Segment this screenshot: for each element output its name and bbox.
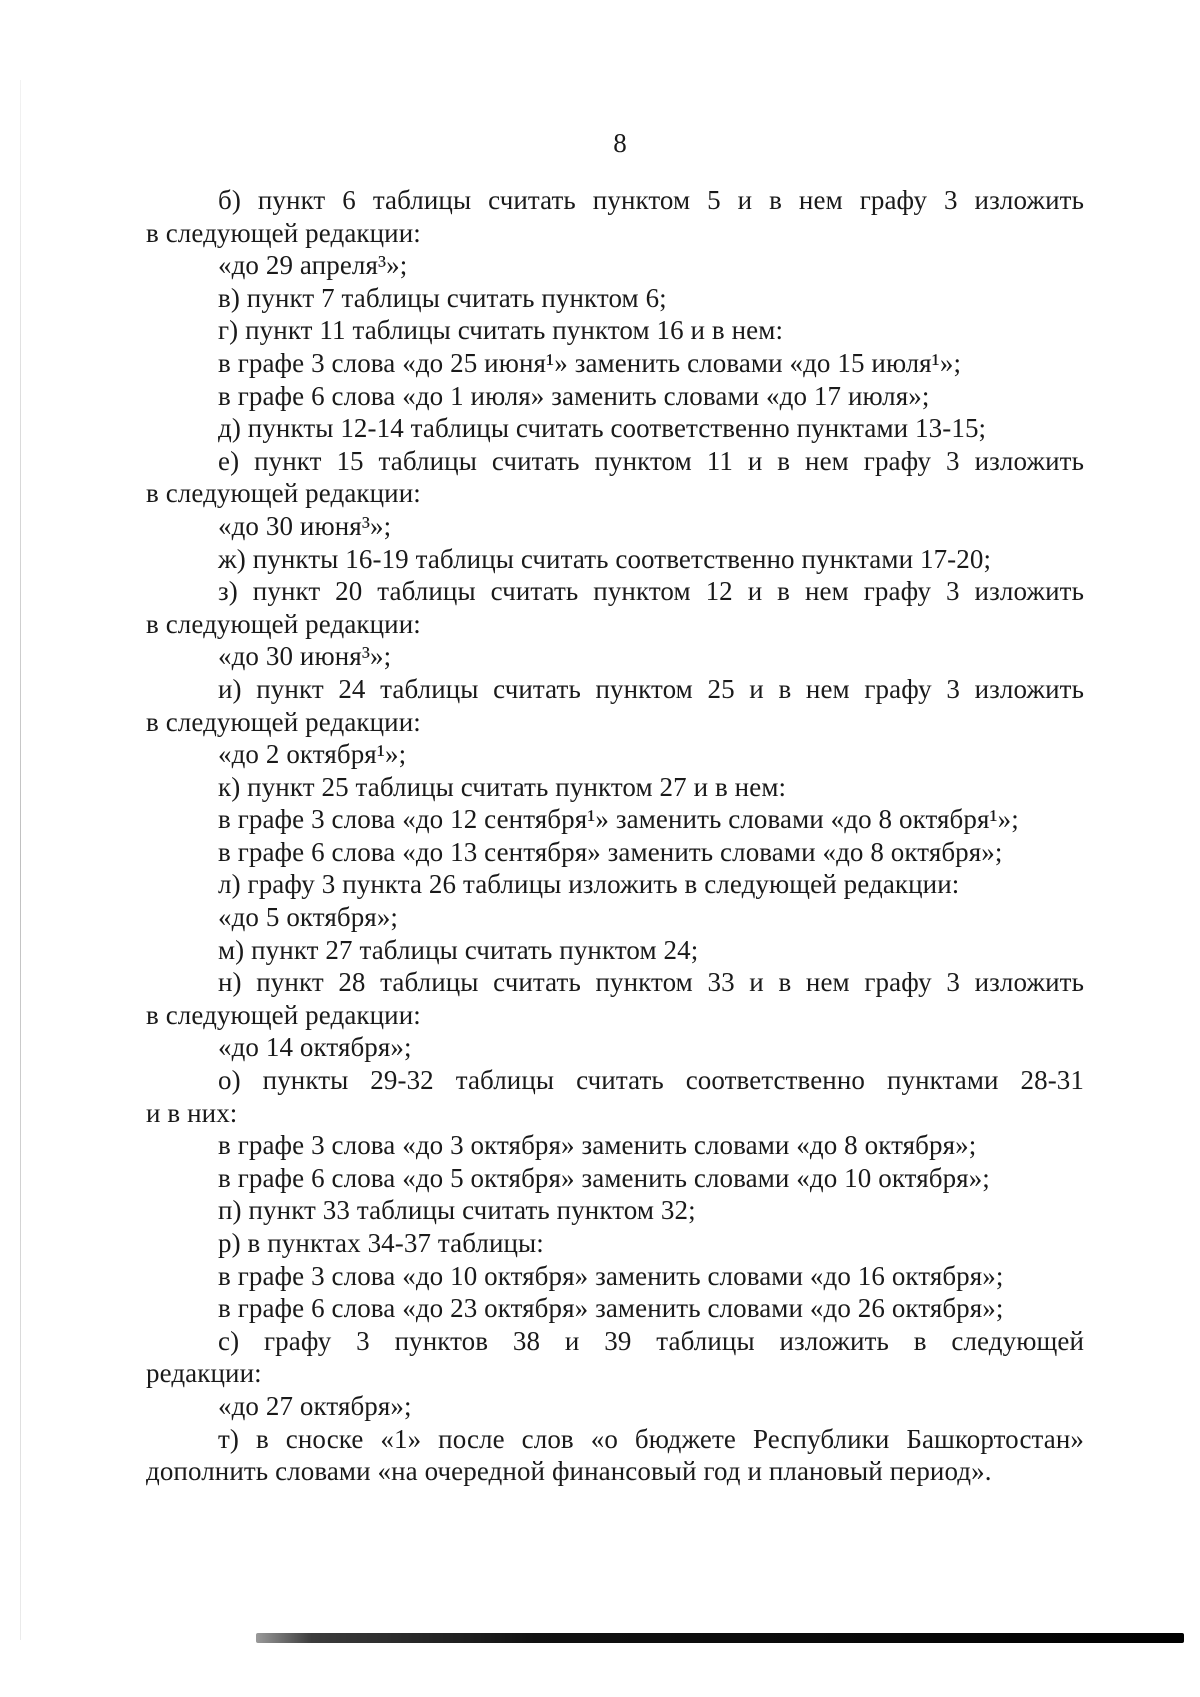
text-line: в следующей редакции: xyxy=(146,478,421,509)
text-line: з) пункт 20 таблицы считать пунктом 12 и в нем графу 3 изложить xyxy=(218,576,1084,607)
text-line: «до 27 октября»; xyxy=(218,1390,412,1421)
text-line: дополнить словами «на очередной финансовый год и плановый период». xyxy=(146,1456,992,1487)
text-line: р) в пунктах 34-37 таблицы: xyxy=(218,1228,544,1258)
text-line: к) пункт 25 таблицы считать пунктом 27 и в нем: xyxy=(218,771,787,802)
text-line: б) пункт 6 таблицы считать пунктом 5 и в нем графу 3 изложить xyxy=(218,185,1084,215)
text-line: в графе 6 слова «до 1 июля» заменить словами «до 17 июля»; xyxy=(218,380,930,411)
text-line: с) графу 3 пунктов 38 и 39 таблицы изложить в следующей xyxy=(218,1325,1084,1356)
text-line: в графе 3 слова «до 25 июня¹» заменить словами «до 15 июля¹»; xyxy=(218,347,962,378)
page-number: 8 xyxy=(613,128,627,158)
text-line: л) графу 3 пункта 26 таблицы изложить в следующей редакции: xyxy=(218,869,960,900)
text-line: «до 29 апреля³»; xyxy=(218,250,408,281)
text-line: в следующей редакции: xyxy=(146,706,421,737)
text-line: в графе 6 слова «до 5 октября» заменить словами «до 10 октября»; xyxy=(218,1162,990,1193)
text-line: о) пункты 29-32 таблицы считать соответственно пунктами 28-31 xyxy=(218,1065,1084,1096)
text-line: редакции: xyxy=(146,1358,262,1389)
text-line: в) пункт 7 таблицы считать пунктом 6; xyxy=(218,282,667,313)
text-line: «до 5 октября»; xyxy=(218,902,399,933)
document-body xyxy=(146,184,1084,1488)
text-line: н) пункт 28 таблицы считать пунктом 33 и в нем графу 3 изложить xyxy=(218,967,1084,998)
footer-rule xyxy=(256,1633,1184,1643)
text-line: и) пункт 24 таблицы считать пунктом 25 и в нем графу 3 изложить xyxy=(218,673,1084,704)
text-line: «до 14 октября»; xyxy=(218,1032,412,1063)
text-line: в графе 6 слова «до 13 сентября» заменить словами «до 8 октября»; xyxy=(218,836,1003,867)
scan-edge-line xyxy=(20,80,21,1640)
text-line: и в них: xyxy=(146,1097,238,1128)
text-line: т) в сноске «1» после слов «о бюджете Республики Башкортостан» xyxy=(218,1423,1084,1454)
text-line: «до 30 июня³»; xyxy=(218,641,392,672)
text-line: м) пункт 27 таблицы считать пунктом 24; xyxy=(218,934,699,965)
text-line: в следующей редакции: xyxy=(146,999,421,1030)
text-line: «до 2 октября¹»; xyxy=(218,739,407,770)
text-line: в графе 3 слова «до 10 октября» заменить словами «до 16 октября»; xyxy=(218,1260,1004,1291)
text-line: г) пункт 11 таблицы считать пунктом 16 и в нем: xyxy=(218,315,784,346)
text-line: ж) пункты 16-19 таблицы считать соответственно пунктами 17-20; xyxy=(218,543,992,574)
text-line: е) пункт 15 таблицы считать пунктом 11 и в нем графу 3 изложить xyxy=(218,445,1084,476)
text-line: д) пункты 12-14 таблицы считать соответственно пунктами 13-15; xyxy=(218,413,987,444)
text-line: в графе 3 слова «до 12 сентября¹» заменить словами «до 8 октября¹»; xyxy=(218,804,1019,835)
text-line: в графе 6 слова «до 23 октября» заменить словами «до 26 октября»; xyxy=(218,1293,1004,1324)
text-line: в следующей редакции: xyxy=(146,217,421,248)
text-line: п) пункт 33 таблицы считать пунктом 32; xyxy=(218,1195,696,1226)
text-line: «до 30 июня³»; xyxy=(218,510,392,541)
text-line: в следующей редакции: xyxy=(146,608,421,639)
text-line: в графе 3 слова «до 3 октября» заменить словами «до 8 октября»; xyxy=(218,1130,977,1161)
